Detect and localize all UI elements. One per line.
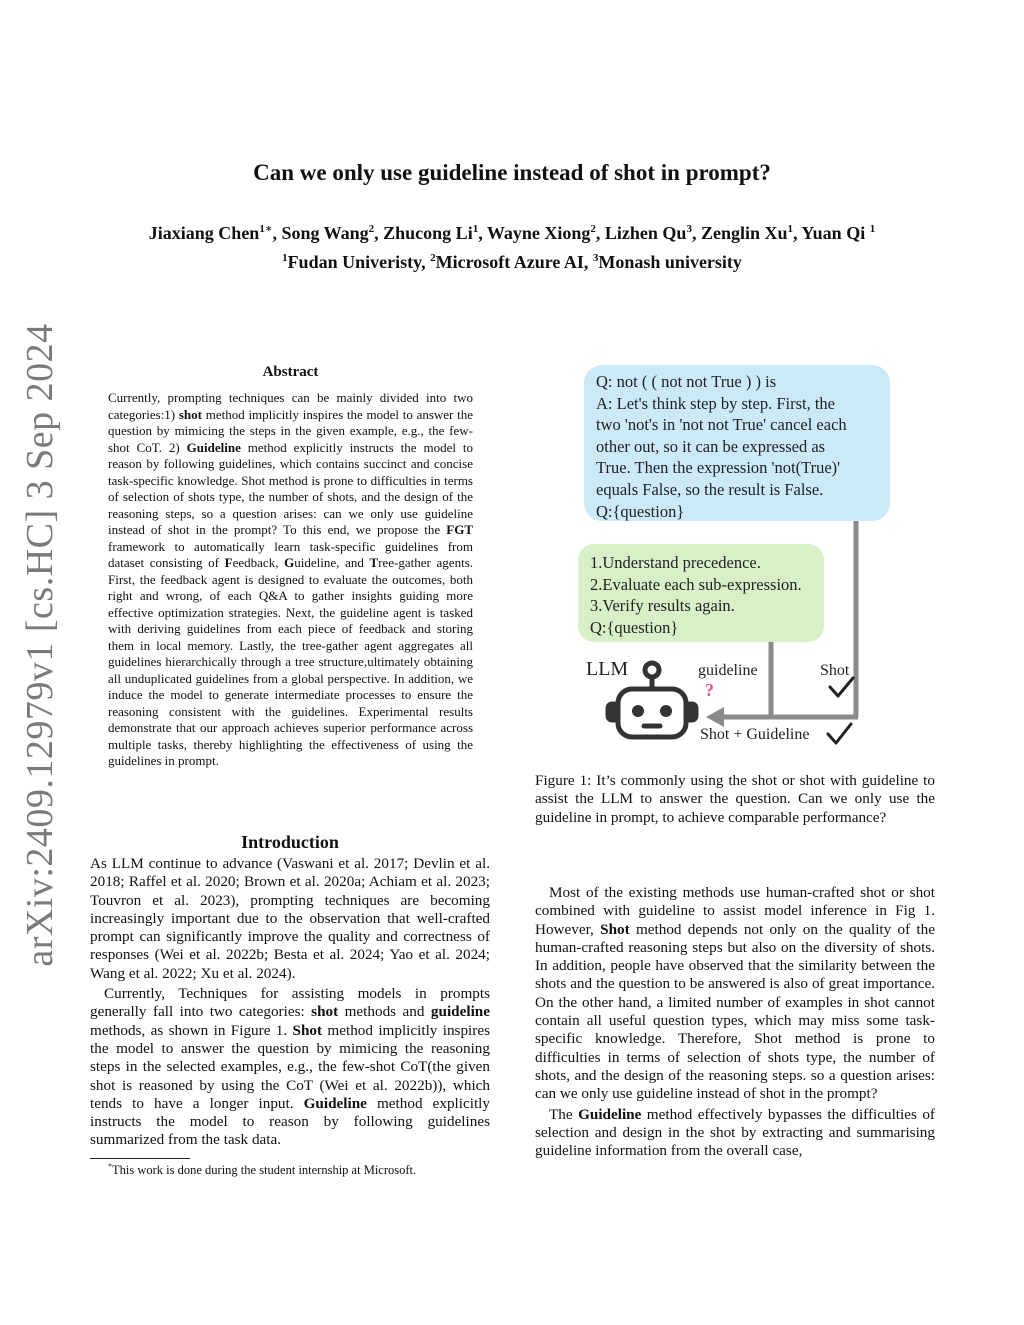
author-affiliation-mark: 1: [787, 223, 793, 235]
llm-label: LLM: [586, 658, 629, 680]
author-affiliation-mark: 1: [472, 223, 479, 235]
shot-prompt-line: equals False, so the result is False.: [596, 479, 824, 499]
author-list: Jiaxiang Chen$^{1∗}$, Song Wang$^2$, Zhucong Li$^1$, Wayne Xiong$^2$, Lizhen Qu$^3$, Zenglin Xu$^1$, Yuan Qi $^1$: [148, 223, 876, 243]
author-block: [0, 217, 1024, 275]
shot-prompt-line: Q: not ( ( not not True ) ) is: [596, 372, 777, 391]
affiliation-mark: 2: [430, 252, 436, 264]
arxiv-id-text[interactable]: arXiv:2409.12979v1 [cs.HC] 3 Sep 2024: [19, 323, 61, 967]
guideline-prompt-line: 2.Evaluate each sub-expression.: [590, 574, 802, 594]
right-column-text: [535, 884, 935, 1160]
arrow-head-icon: [706, 707, 724, 727]
affiliation-mark: 3: [592, 252, 599, 264]
figure-caption: Figure 1: It’s commonly using the shot or shot with guideline to assist the LLM to answer the question. Can we only use the guideline in prompt, to achieve comparable performance?: [535, 772, 935, 826]
bold-term: FGT: [446, 522, 473, 537]
shot-guideline-label: Shot + Guideline: [700, 726, 810, 743]
affiliation-mark: 1: [282, 252, 288, 264]
body-paragraph: [535, 1106, 935, 1161]
paper-title: Can we only use guideline instead of shot in prompt?: [253, 160, 771, 185]
author-name: Zhucong Li: [383, 223, 473, 243]
body-paragraph: [535, 884, 935, 1104]
intro-span: Currently, Techniques for assisting models in prompts generally fall into two categories:: [90, 985, 490, 1021]
bold-term: G: [284, 555, 295, 570]
abstract-span: method explicitly instructs the model to reason by following guidelines, which contains succinct and concise task-specific knowledge. Shot method is prone to difficulties in terms of selection of shots type, the number of shots, and the design of the reasoning steps, so a question arises: can we only use guideline instead of shot in the prompt? To this end, we propose the: [108, 439, 473, 537]
author-affiliation-mark: 1: [869, 223, 876, 235]
shot-prompt-line: Q:{question}: [596, 501, 685, 521]
footnote: [108, 1162, 498, 1178]
footnote-mark: *: [108, 1162, 112, 1171]
body-span: The: [549, 1105, 579, 1123]
figure-1: [570, 362, 940, 762]
body-span: Most of the existing methods use human-crafted shot or shot combined with guideline to assist model inference in Fig 1. However,: [535, 884, 935, 938]
author-affiliation-mark: 1∗: [259, 223, 273, 235]
shot-check-icon: [830, 678, 853, 696]
shot-label: Shot: [820, 662, 850, 679]
footnote-text: This work is done during the student internship at Microsoft.: [112, 1163, 417, 1178]
shot-guideline-check-icon: [828, 724, 851, 743]
abstract-span: eedback,: [232, 555, 285, 570]
affiliation-name: Fudan Univeristy: [287, 252, 422, 272]
author-affiliation-mark: 2: [368, 223, 375, 235]
intro-paragraph: [90, 855, 490, 983]
author-name: Jiaxiang Chen: [148, 223, 260, 243]
bold-term: guideline: [430, 1003, 490, 1021]
abstract-heading: Abstract: [262, 364, 319, 380]
bold-term: T: [369, 555, 379, 570]
author-name: Song Wang: [281, 223, 369, 243]
intro-span: methods and: [338, 1003, 431, 1021]
abstract-text: [108, 390, 473, 770]
author-name: Lizhen Qu: [604, 223, 687, 243]
question-mark-icon: ?: [705, 680, 714, 700]
bold-term: shot: [311, 1003, 339, 1021]
affiliation-list: $^1$Fudan Univeristy, $^2$Microsoft Azure AI, $^3$Monash university: [282, 252, 742, 272]
body-span: method depends not only on the quality of the human-crafted reasoning steps but also on the diversity of shots. In addition, people have observed that the similarity between the shots and the question to be answered is also of great importance. On the other hand, a limited number of examples in shot cannot contain all useful question types, which may miss some task-specific knowledge. Therefore, Shot method is prone to difficulties in terms of selection of shots type, the number of shots, and the design of the reasoning steps. so a question arises: can we only use guideline instead of shot in the prompt?: [535, 920, 935, 1103]
guideline-prompt-line: 3.Verify results again.: [590, 596, 735, 616]
affiliation-name: Microsoft Azure AI: [435, 252, 584, 272]
abstract-span: uideline, and: [294, 555, 370, 570]
guideline-label: guideline: [698, 662, 758, 679]
abstract-span: framework to automatically learn task-specific guidelines from dataset consisting of: [108, 538, 473, 570]
intro-span: As LLM continue to advance (Vaswani et al. 2017; Devlin et al. 2018; Raffel et al. 2020; Brown et al. 2020a; Achiam et al. 2023; Touvron et al. 2023), prompting techniques are becoming increasingly important due to the observation that well-crafted prompt can significantly improve the quality and correctness of responses (Wei et al. 2022b; Besta et al. 2024; Yao et al. 2024; Wang et al. 2022; Xu et al. 2024).: [90, 855, 490, 982]
author-affiliation-mark: 3: [686, 223, 692, 235]
author-name: Wayne Xiong: [486, 223, 591, 243]
guideline-prompt-bubble: [578, 544, 824, 642]
footnote-rule: [90, 1158, 190, 1159]
author-affiliation-mark: 2: [590, 223, 596, 235]
abstract-span: method implicitly inspires the model to answer the question by mimicing the steps in the given example, e.g., the few-shot CoT. 2): [108, 406, 473, 455]
intro-span: method explicitly instructs the model to reason by following guidelines summarized from the task data.: [90, 1094, 490, 1149]
author-name: Zenglin Xu: [700, 223, 788, 243]
abstract-span: Currently, prompting techniques can be mainly divided into two categories:1): [108, 390, 473, 422]
shot-prompt-line: True. Then the expression 'not(True)': [596, 458, 841, 478]
shot-prompt-line: other out, so it can be expressed as: [596, 436, 826, 456]
bold-term: Guideline: [186, 439, 241, 455]
introduction-heading: Introduction: [241, 832, 339, 852]
intro-span: methods, as shown in Figure 1.: [90, 1021, 293, 1039]
shot-prompt-line: A: Let's think step by step. First, the: [596, 393, 836, 413]
bold-term: F: [224, 555, 233, 570]
intro-span: method implicitly inspires the model to answer the question by mimicing the reasoning steps in the selected examples, e.g., the few-shot CoT(the given shot is reasoned by using the CoT (Wei et al. 2022b)), which tends to have a longer input.: [90, 1021, 490, 1112]
affiliation-name: Monash university: [598, 252, 742, 272]
abstract-span: ree-gather agents. First, the feedback agent is designed to evaluate the outcomes, both right and wrong, of each Q&A to gather insights guiding more effective optimization strategies. Next, the guideline agent is tasked with deriving guidelines from each piece of feedback and storing them in local memory. Lastly, the tree-gather agent aggregates all guidelines hierarchically through a tree structure,ultimately obtaining all unduplicated guidelines from a global perspective. In addition, we induce the model to generate intermediate processes to ensure the reasoning consistent with the guidelines. Experimental results demonstrate that our approach achieves superior performance across multiple tasks, thereby highlighting the effectiveness of using the guidelines in prompt.: [108, 555, 473, 768]
shot-prompt-bubble: [584, 365, 890, 521]
shot-prompt-line: two 'not's in 'not not True' cancel each: [596, 415, 847, 435]
body-span: method effectively bypasses the difficulties of selection and design in the shot by extracting and summarising guideline information from the overall case,: [535, 1105, 935, 1160]
bold-term: Shot: [292, 1021, 323, 1039]
bold-term: Guideline: [578, 1105, 642, 1123]
introduction-text: [90, 855, 490, 1150]
bold-term: Shot: [600, 920, 630, 938]
author-name: Yuan Qi: [801, 223, 870, 243]
guideline-prompt-line: 1.Understand precedence.: [590, 553, 761, 572]
bold-term: shot: [178, 406, 202, 422]
intro-paragraph: [90, 985, 490, 1150]
bold-term: Guideline: [303, 1094, 367, 1112]
guideline-prompt-line: Q:{question}: [590, 617, 679, 637]
